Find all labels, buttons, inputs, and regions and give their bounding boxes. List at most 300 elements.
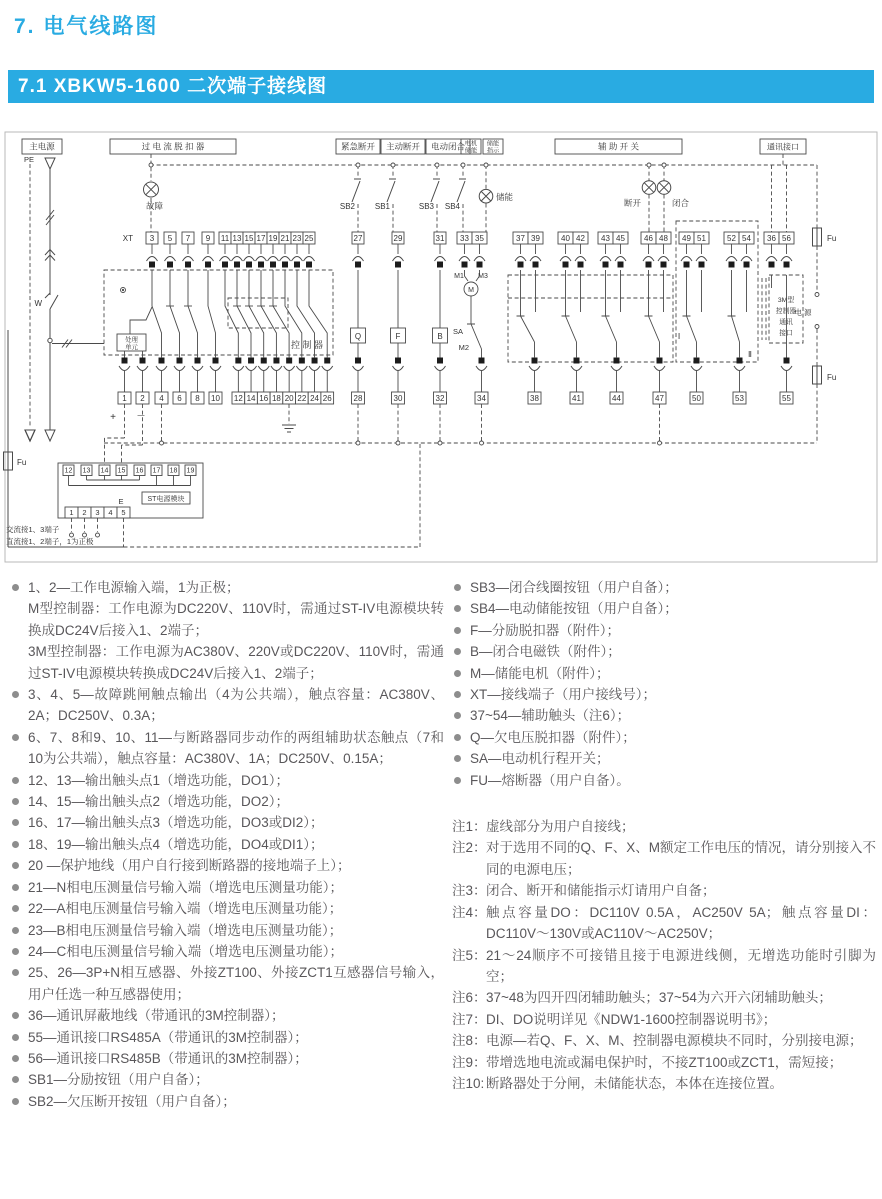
note-label: 注6： [452, 990, 487, 1006]
note-text: DI、DO说明详见《NDW1-1600控制器说明书》； [486, 1011, 777, 1027]
legend-item-text: 20 —保护地线（用户自行接到断路器的接地端子上）； [28, 858, 351, 874]
note-item [452, 1009, 876, 1030]
terminal-number: 49 [682, 234, 691, 244]
legend-item [10, 877, 444, 898]
note-label: 注10: [452, 1075, 485, 1091]
connector-pin-icon [270, 262, 276, 268]
connector-pin-icon [261, 358, 267, 364]
terminal-number: 52 [727, 234, 736, 244]
note-item [452, 1052, 876, 1073]
main-power-label: 主电源 [29, 141, 55, 152]
note-item [452, 945, 876, 988]
note-text: 虚线部分为用户自接线； [486, 819, 635, 835]
fuse-label: Fu [827, 234, 837, 243]
terminal-number: 15 [244, 234, 254, 244]
aux-contact-icon [602, 270, 621, 358]
terminal-number: 30 [393, 394, 403, 404]
terminal-number: 27 [353, 234, 363, 244]
aux-contact-icon [728, 270, 747, 358]
aux-switch-label: 辅 助 开 关 [597, 141, 640, 152]
connector-icon [734, 366, 745, 371]
legend-item [10, 1027, 444, 1048]
legend-item-text: SB1—分励按钮（用户自备）； [28, 1072, 209, 1088]
connector-icon [183, 257, 194, 262]
contact-wire [208, 270, 216, 358]
terminal-number: 50 [692, 394, 701, 404]
svg-text:SB4: SB4 [444, 202, 460, 211]
motor-label: M [468, 287, 474, 294]
bullet-icon [12, 691, 19, 698]
dc-wiring-note: 直流接1、2端子，1为正极 [6, 537, 94, 546]
legend-item-text: B—闭合电磁铁（附件）； [470, 644, 621, 660]
connector-icon [210, 366, 221, 371]
connector-pin-icon [614, 358, 620, 364]
legend-item [10, 898, 444, 919]
fault-lamp-label: 故障 [146, 201, 164, 211]
legend-item [452, 620, 876, 641]
connector-pin-icon [273, 358, 279, 364]
top-label-texts [29, 140, 799, 155]
terminal-number: 41 [572, 394, 581, 404]
connector-icon [284, 366, 295, 371]
svg-text:储能: 储能 [486, 140, 500, 148]
junction-points [70, 163, 820, 537]
terminal-number: 22 [297, 394, 307, 404]
bullet-icon [12, 584, 19, 591]
terminal-number: 3 [149, 234, 155, 244]
connector-icon [781, 366, 792, 371]
connector-pin-icon [395, 262, 401, 268]
st-module-label: ST电源模块 [147, 495, 185, 503]
terminal-number: 51 [697, 234, 706, 244]
connector-pin-icon [159, 358, 165, 364]
connector-icon [309, 366, 320, 371]
connector-icon [474, 257, 485, 262]
charge-lamp-label: 储能 [496, 192, 514, 202]
terminal-number: 14 [246, 394, 256, 404]
bullet-icon [12, 841, 19, 848]
user-wiring-dashed [30, 154, 817, 547]
bullet-icon [12, 777, 19, 784]
legend-right-column [452, 577, 876, 1094]
legend-item-text: SB2—欠压断开按钮（用户自备）； [28, 1093, 236, 1109]
legend-item [10, 920, 444, 941]
connector-icon [256, 257, 267, 262]
bullet-icon [12, 1098, 19, 1105]
bullet-icon [454, 605, 461, 612]
legend-item [452, 598, 876, 619]
terminal-number: 21 [280, 234, 290, 244]
bullet-icon [454, 670, 461, 677]
bullet-icon [454, 691, 461, 698]
legend-item-text: 1、2—工作电源输入端，1为正极； [28, 580, 240, 595]
terminal-number: 45 [616, 234, 625, 244]
connector-icon [232, 257, 243, 262]
bullet-icon [454, 755, 461, 762]
subsection-banner: 7.1 XBKW5-1600 二次端子接线图 [8, 70, 874, 103]
connector-icon [691, 366, 702, 371]
bullet-icon [12, 969, 19, 976]
sa-label: SA [452, 327, 463, 336]
legend-item-text: 18、19—输出触头点4（增选功能，DO4或DI1）； [28, 836, 324, 852]
bullet-icon [454, 648, 461, 655]
note-text: 断路器处于分闸，未储能状态，本体在连接位置。 [486, 1075, 783, 1091]
connector-icon [741, 257, 752, 262]
connector-pin-icon [149, 262, 155, 268]
connector-icon [681, 257, 692, 262]
legend-item-text: 21—N相电压测量信号输入端（增选电压测量功能）； [28, 879, 344, 895]
connector-icon [575, 257, 586, 262]
legend-item-text: M型控制器：工作电源为DC220V、110V时，需通过ST-IV电源模块转换成DC24V后接入1、2端子； [28, 601, 444, 638]
connector-pin-icon [603, 262, 609, 268]
connector-pin-icon [248, 358, 254, 364]
legend-item-text: XT—接线端子（用户接线号）； [470, 687, 657, 703]
indicator-lamp-icons [144, 181, 671, 203]
connector-icon [192, 366, 203, 371]
svg-text:SB3: SB3 [418, 202, 434, 211]
arrow-icon [25, 430, 35, 441]
terminal-number: 11 [220, 234, 230, 244]
bullet-icon [454, 627, 461, 634]
connector-icon [615, 257, 626, 262]
connector-pin-icon [177, 358, 183, 364]
connector-pin-icon [699, 262, 705, 268]
terminal-number: 15 [117, 467, 126, 475]
undervoltage-release-label: Q [354, 332, 362, 341]
legend-item [452, 577, 876, 598]
terminal-number: 18 [169, 467, 178, 475]
connector-icon [696, 257, 707, 262]
terminal-number: 56 [782, 234, 791, 244]
e-label: E [118, 497, 124, 506]
connector-icon [220, 257, 231, 262]
bullet-icon [454, 712, 461, 719]
bullet-icon [12, 905, 19, 912]
terminal-number: 29 [393, 234, 403, 244]
connector-icon [322, 366, 333, 371]
connector-icon [459, 257, 470, 262]
bullet-icon [12, 798, 19, 805]
terminal-number: 14 [100, 467, 109, 475]
connector-icon [515, 257, 526, 262]
connector-icon [571, 366, 582, 371]
terminal-number: 17 [152, 467, 161, 475]
terminal-number: 1 [69, 508, 74, 518]
terminal-number: 46 [644, 234, 653, 244]
terminal-number: 26 [322, 394, 332, 404]
connector-pin-icon [684, 262, 690, 268]
connector-pin-icon [769, 262, 775, 268]
m1-label: M1 [454, 273, 464, 280]
terminal-number: 42 [576, 234, 585, 244]
terminal-number: 25 [304, 234, 314, 244]
note-item [452, 902, 876, 945]
legend-item-text: M—储能电机（附件）； [470, 665, 610, 681]
connector-pin-icon [744, 262, 750, 268]
motor-close-label: 电动闭合 [430, 141, 466, 152]
bullet-icon [12, 862, 19, 869]
terminal-number: 35 [475, 234, 484, 244]
shunt-release-label: F [395, 332, 401, 341]
terminal-number: 47 [655, 394, 664, 404]
legend-item-text: 56—通讯接口RS485B（带通讯的3M控制器）； [28, 1050, 308, 1066]
connector-pin-icon [294, 262, 300, 268]
connector-pin-icon [729, 262, 735, 268]
legend-item [10, 684, 444, 727]
terminal-number: 12 [64, 467, 73, 475]
terminal-number: 5 [167, 234, 173, 244]
terminal-number: 5 [121, 508, 126, 518]
contact-wire [273, 270, 289, 358]
terminal-number: 28 [353, 394, 363, 404]
minus-label: — [137, 412, 145, 419]
closing-magnet-label: B [437, 332, 443, 341]
controller-label: 控 制 器 [290, 340, 324, 350]
note-text: 触点容量DO：DC110V 0.5A，AC250V 5A；触点容量DI：DC110V～130V或AC110V～AC250V； [486, 904, 876, 942]
legend-item [452, 705, 876, 726]
aux-contact-icon [683, 270, 702, 358]
ground-icon [282, 425, 296, 432]
legend-item [452, 663, 876, 684]
active-open-label: 主动断开 [385, 141, 421, 152]
bullet-icon [12, 1012, 19, 1019]
close-lamp-label: 闭合 [672, 198, 690, 208]
lamp-labels [146, 192, 690, 211]
connector-icon [156, 366, 167, 371]
connector-icon [271, 366, 282, 371]
group1-label: Ⅰ [677, 332, 681, 341]
note-item [452, 880, 876, 901]
note-text: 21～24顺序不可接错且接于电源进线侧，无增选功能时引脚为空； [486, 947, 876, 984]
legend-item [452, 727, 876, 748]
right-rail-fuses [813, 228, 822, 384]
note-label: 注2： [452, 840, 487, 856]
legend-item-text: Q—欠电压脱扣器（附件）； [470, 729, 636, 745]
bus-wire [69, 480, 191, 486]
connector-pin-icon [258, 262, 264, 268]
legend-item [452, 641, 876, 662]
bullet-icon [12, 819, 19, 826]
legend-item-text: SB4—电动储能按钮（用户自备）； [470, 601, 678, 617]
terminal-number: 13 [232, 234, 242, 244]
connector-icon [600, 257, 611, 262]
svg-text:3M型: 3M型 [777, 297, 795, 304]
connector-pin-icon [222, 262, 228, 268]
svg-text:处理: 处理 [125, 336, 138, 344]
connector-icon [246, 366, 257, 371]
terminal-number: 18 [271, 394, 281, 404]
pe-label: PE [24, 155, 35, 164]
connector-pin-icon [578, 262, 584, 268]
connector-pin-icon [122, 358, 128, 364]
note-text: 37~48为四开四闭辅助触头；37~54为六开六闭辅助触头； [486, 990, 832, 1006]
terminal-number: 2 [140, 394, 145, 404]
note-text: 对于选用不同的Q、F、X、M额定工作电压的情况，请分别接入不同的电源电压； [486, 840, 876, 877]
plus-label: + [110, 412, 116, 423]
terminal-number: 16 [135, 467, 144, 475]
connector-pin-icon [533, 262, 539, 268]
svg-text:储能: 储能 [464, 147, 478, 155]
legend-item [10, 641, 444, 684]
connector-pin-icon [140, 358, 146, 364]
arrow-icon [45, 430, 55, 441]
connector-icon [643, 257, 654, 262]
legend-item-text: 25、26—3P+N相互感器、外接ZT100、外接ZCT1互感器信号输入，用户任选一种互感器使用； [28, 965, 444, 1002]
note-text: 电源—若Q、F、X、M、控制器电源模块不同时，分别接电源； [486, 1033, 863, 1049]
connector-pin-icon [462, 262, 468, 268]
connector-pin-icon [737, 358, 743, 364]
terminal-number: 4 [108, 508, 113, 518]
terminal-number: 17 [256, 234, 266, 244]
comm-port-label: 通讯接口 [767, 142, 799, 152]
fuse-label: Fu [17, 458, 27, 467]
terminal-number: 37 [516, 234, 525, 244]
connector-pin-icon [306, 262, 312, 268]
terminal-number: 1 [122, 394, 127, 404]
connector-icon [560, 257, 571, 262]
legend-item-text: 55—通讯接口RS485A（带通讯的3M控制器）； [28, 1029, 308, 1045]
connector-pin-icon [235, 358, 241, 364]
aux-contact-icon [562, 270, 581, 358]
terminal-number: 34 [477, 394, 486, 404]
bullet-icon [12, 734, 19, 741]
terminal-number: 31 [435, 234, 445, 244]
terminal-number: 23 [292, 234, 302, 244]
open-lamp-label: 断开 [623, 198, 641, 208]
connector-icon [119, 366, 130, 371]
terminal-number: 12 [233, 394, 243, 404]
connector-pin-icon [282, 262, 288, 268]
terminal-number: 6 [177, 394, 182, 404]
connector-pin-icon [784, 358, 790, 364]
connector-icon [203, 257, 214, 262]
connector-icon [476, 366, 487, 371]
terminal-number: 38 [530, 394, 539, 404]
connector-icon [137, 366, 148, 371]
terminal-number: 43 [601, 234, 610, 244]
connector-pin-icon [205, 262, 211, 268]
terminal-number: 9 [205, 234, 211, 244]
connector-icon [292, 257, 303, 262]
terminal-number: 13 [82, 467, 91, 475]
terminal-number: 32 [435, 394, 445, 404]
legend-item-text: 14、15—输出触头点2（增选功能，DO2）； [28, 794, 290, 810]
connector-icon [296, 366, 307, 371]
connector-icon [174, 366, 185, 371]
connector-pin-icon [167, 262, 173, 268]
terminal-number: 16 [259, 394, 269, 404]
overcurrent-trip-label: 过 电 流 脱 扣 器 [141, 141, 205, 152]
contact-wire [170, 270, 180, 358]
note-text: 带增选地电流或漏电保护时，不接ZT100或ZCT1，需短接； [486, 1054, 843, 1070]
terminal-number: 48 [659, 234, 668, 244]
note-item [452, 816, 876, 837]
terminal-number: 20 [284, 394, 294, 404]
connector-icon [435, 366, 446, 371]
terminal-number: 39 [531, 234, 540, 244]
connector-icon [393, 257, 404, 262]
terminal-number: 2 [82, 508, 87, 518]
emergency-open-label: 紧急断开 [340, 141, 376, 152]
legend-item-text: 37~54—辅助触头（注6）； [470, 708, 631, 724]
legend-item [452, 770, 876, 791]
legend-item [10, 962, 444, 1005]
terminal-number: 55 [782, 394, 791, 404]
notes-list [452, 816, 876, 1094]
connector-icon [165, 257, 176, 262]
legend-item [10, 577, 444, 598]
xt-label: XT [122, 234, 133, 243]
connector-icon [393, 366, 404, 371]
bullet-icon [12, 1034, 19, 1041]
note-label: 注8： [452, 1033, 487, 1049]
connector-icon [766, 257, 777, 262]
note-label: 注9： [452, 1054, 487, 1070]
power-label: 电 源 [794, 308, 812, 317]
note-label: 注3： [452, 883, 487, 899]
fuse-label: Fu [827, 373, 837, 382]
note-label: 注7： [452, 1011, 487, 1027]
ac-wiring-note: 交流接1、3端子 [6, 525, 60, 534]
coil-boxes [351, 270, 448, 358]
svg-text:单元: 单元 [125, 344, 138, 351]
legend-item [10, 791, 444, 812]
contact-wire [225, 270, 238, 358]
terminal-number: 40 [561, 234, 570, 244]
legend-item-text: 36—通讯屏蔽地线（带通讯的3M控制器）； [28, 1008, 285, 1024]
connector-pin-icon [312, 358, 318, 364]
legend-item [10, 1005, 444, 1026]
group2-label: Ⅱ [748, 350, 752, 359]
connector-pin-icon [694, 358, 700, 364]
note-item [452, 837, 876, 880]
connector-icon [726, 257, 737, 262]
note-item [452, 1073, 876, 1094]
legend-item-text: F—分励脱扣器（附件）； [470, 622, 620, 638]
legend-item-text: 3M型控制器：工作电源为AC380V、220V或DC220V、110V时，需通过ST-IV电源模块转换成DC24V后接入1、2端子； [28, 644, 444, 681]
connector-icon [268, 257, 279, 262]
legend-item-text: 22—A相电压测量信号输入端（增选电压测量功能）； [28, 901, 343, 917]
connector-icon [353, 257, 364, 262]
wire [772, 275, 787, 358]
svg-text:电机: 电机 [464, 140, 478, 148]
terminal-number: 24 [310, 394, 320, 404]
connector-pin-icon [185, 262, 191, 268]
svg-text:控制器: 控制器 [775, 308, 797, 315]
note-label: 注1： [452, 819, 487, 835]
connector-icon [654, 366, 665, 371]
connector-pin-icon [286, 358, 292, 364]
w-label: W [34, 299, 42, 308]
connector-icon [353, 366, 364, 371]
pushbutton-icons [352, 179, 466, 202]
aux-contact-icon [645, 270, 664, 358]
contact-wire [188, 270, 198, 358]
note-label: 注4： [452, 904, 487, 920]
bullet-icon [454, 777, 461, 784]
connector-pin-icon [355, 262, 361, 268]
legend-item [10, 770, 444, 791]
connector-pin-icon [437, 262, 443, 268]
note-item [452, 1030, 876, 1051]
connector-pin-icon [246, 262, 252, 268]
connector-icon [529, 366, 540, 371]
note-label: 注5： [452, 947, 487, 963]
terminal-number: 3 [95, 508, 100, 518]
generated-terminals [63, 232, 794, 518]
terminal-number: 8 [195, 394, 200, 404]
section-title: 7. 电气线路图 [14, 15, 159, 38]
